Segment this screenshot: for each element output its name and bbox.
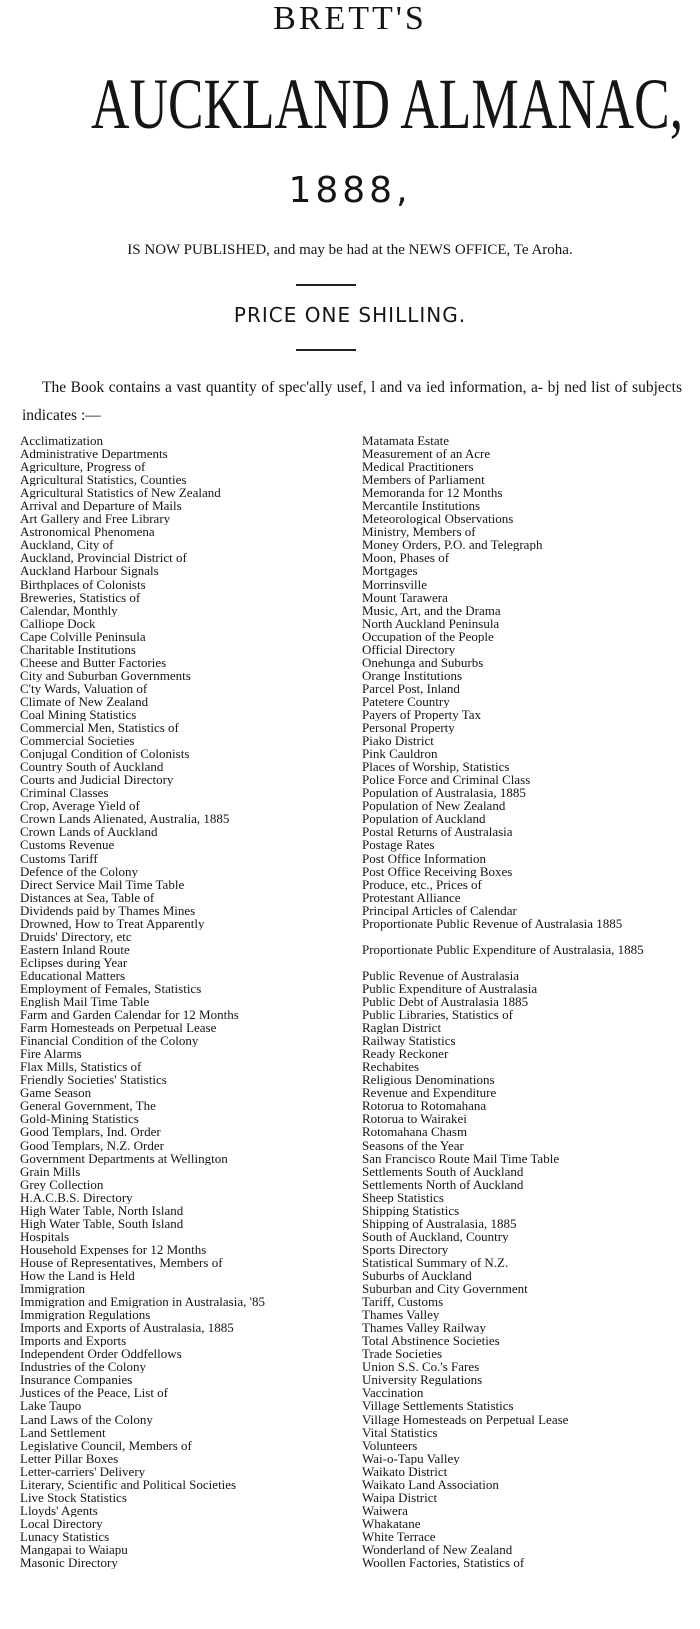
subject-item: Rechabites	[362, 1060, 420, 1074]
subject-item: Occupation of the People	[362, 629, 494, 643]
almanac-year: 1888,	[288, 170, 412, 211]
subject-item: Places of Worship, Statistics	[362, 760, 510, 774]
subject-item: Music, Art, and the Drama	[362, 603, 501, 617]
subject-item: Sports Directory	[362, 1242, 449, 1256]
subject-item: Grey Collection	[20, 1177, 104, 1191]
subject-item: Vital Statistics	[362, 1425, 438, 1439]
subject-item: Population of Australasia, 1885	[362, 786, 526, 800]
subject-item: City and Suburban Governments	[20, 668, 191, 682]
subject-item: Cape Colville Peninsula	[20, 629, 146, 643]
subject-item: Courts and Judicial Directory	[20, 773, 174, 787]
subject-item: Drowned, How to Treat Apparently	[20, 916, 205, 930]
subject-item: Dividends paid by Thames Mines	[20, 903, 196, 917]
subject-item: Art Gallery and Free Library	[20, 512, 171, 526]
subject-item: Country South of Auckland	[20, 760, 164, 774]
subject-item: Agricultural Statistics of New Zealand	[20, 486, 221, 500]
subject-item: Suburbs of Auckland	[362, 1269, 472, 1283]
subject-item: Eclipses during Year	[20, 955, 128, 969]
subject-item: Distances at Sea, Table of	[20, 890, 155, 904]
subject-item: Statistical Summary of N.Z.	[362, 1255, 509, 1269]
subject-item: Farm Homesteads on Perpetual Lease	[20, 1021, 217, 1035]
subject-item: Administrative Departments	[20, 447, 168, 461]
subject-item: High Water Table, North Island	[20, 1203, 184, 1217]
subject-item: Woollen Factories, Statistics of	[362, 1556, 525, 1570]
subject-item: Ministry, Members of	[362, 525, 476, 539]
subject-item: Arrival and Departure of Mails	[20, 499, 182, 513]
subject-item: Parcel Post, Inland	[362, 681, 460, 695]
subject-item: Mortgages	[362, 564, 418, 578]
subject-item: Letter Pillar Boxes	[20, 1451, 119, 1465]
subject-item: House of Representatives, Members of	[20, 1255, 223, 1269]
subject-item: Piako District	[362, 734, 434, 748]
subject-item: Conjugal Condition of Colonists	[20, 747, 190, 761]
subject-item: General Government, The	[20, 1099, 156, 1113]
subject-item: Imports and Exports of Australasia, 1885	[20, 1321, 234, 1335]
subject-item: Criminal Classes	[20, 786, 109, 800]
subject-item: Educational Matters	[20, 968, 126, 982]
subject-item: Volunteers	[362, 1438, 418, 1452]
subject-item: Breweries, Statistics of	[20, 590, 141, 604]
subject-item: Postal Returns of Australasia	[362, 825, 513, 839]
subject-item: Wai-o-Tapu Valley	[362, 1451, 460, 1465]
subject-item: Grain Mills	[20, 1164, 81, 1178]
subject-item: Vaccination	[362, 1386, 424, 1400]
subject-item: Calendar, Monthly	[20, 603, 118, 617]
subject-item: Meteorological Observations	[362, 512, 514, 526]
subject-item: Post Office Receiving Boxes	[362, 864, 513, 878]
subject-item: Auckland Harbour Signals	[20, 564, 159, 578]
subject-item: Public Libraries, Statistics of	[362, 1008, 513, 1022]
subject-item: Lloyds' Agents	[20, 1503, 98, 1517]
subject-item: South of Auckland, Country	[362, 1229, 509, 1243]
subject-item: Customs Revenue	[20, 838, 115, 852]
subject-item: Fire Alarms	[20, 1047, 82, 1061]
subject-item: Industries of the Colony	[20, 1360, 147, 1374]
subject-item: English Mail Time Table	[20, 995, 150, 1009]
subject-item: Independent Order Oddfellows	[20, 1347, 182, 1361]
subject-item: Agriculture, Progress of	[20, 460, 146, 474]
subject-item: Tariff, Customs	[362, 1295, 444, 1309]
subject-item: Good Templars, N.Z. Order	[20, 1138, 164, 1152]
subject-item: Moon, Phases of	[362, 551, 450, 565]
subject-item: Public Debt of Australasia 1885	[362, 995, 529, 1009]
subject-item: Money Orders, P.O. and Telegraph	[362, 538, 543, 552]
subject-item: Raglan District	[362, 1021, 442, 1035]
subject-item: Land Laws of the Colony	[20, 1412, 153, 1426]
subject-item: Friendly Societies' Statistics	[20, 1073, 167, 1087]
subject-item: Game Season	[20, 1086, 92, 1100]
subject-item: Immigration and Emigration in Australasia, '85	[20, 1295, 265, 1309]
subject-item: Justices of the Peace, List of	[20, 1386, 169, 1400]
subject-item: Police Force and Criminal Class	[362, 773, 531, 787]
subject-item: Household Expenses for 12 Months	[20, 1242, 207, 1256]
price-line: PRICE ONE SHILLING.	[233, 303, 467, 327]
subject-item: Government Departments at Wellington	[20, 1151, 228, 1165]
subject-item: Mount Tarawera	[362, 590, 448, 604]
intro-paragraph: The Book contains a vast quantity of spec'ally usef, l and va ied information, a- bj ned list of subjects indicates :—	[22, 379, 682, 424]
subject-item: Commercial Societies	[20, 734, 135, 748]
subject-item: Climate of New Zealand	[20, 694, 149, 708]
subject-item: Thames Valley Railway	[362, 1321, 486, 1335]
subject-item: Acclimatization	[20, 434, 104, 448]
subject-item: Direct Service Mail Time Table	[20, 877, 185, 891]
divider-rule	[296, 349, 356, 351]
subject-item: Agricultural Statistics, Counties	[20, 473, 187, 487]
subject-item: Village Homesteads on Perpetual Lease	[362, 1412, 569, 1426]
subject-item: North Auckland Peninsula	[362, 616, 500, 630]
subject-item: Crown Lands of Auckland	[20, 825, 158, 839]
subject-item: Defence of the Colony	[20, 864, 139, 878]
subject-item: Onehunga and Suburbs	[362, 655, 484, 669]
subject-item: Seasons of the Year	[362, 1138, 464, 1152]
subject-item: Commercial Men, Statistics of	[20, 721, 179, 735]
subject-item: Members of Parliament	[362, 473, 485, 487]
subject-item: Village Settlements Statistics	[362, 1399, 514, 1413]
subject-item: Settlements South of Auckland	[362, 1164, 524, 1178]
subject-item: Produce, etc., Prices of	[362, 877, 482, 891]
subject-item: Payers of Property Tax	[362, 707, 482, 722]
subject-item: Official Directory	[362, 642, 456, 656]
subject-item: Druids' Directory, etc	[20, 929, 132, 943]
subject-item: Hospitals	[20, 1229, 70, 1243]
subject-item: Union S.S. Co.'s Fares	[362, 1360, 480, 1374]
subject-item: Measurement of an Acre	[362, 447, 491, 461]
subject-item: Rotomahana Chasm	[362, 1125, 468, 1139]
subject-item: Birthplaces of Colonists	[20, 577, 146, 591]
subject-list-left	[20, 434, 350, 1569]
subject-item: Morrinsville	[362, 577, 427, 591]
publisher-name: BRETT'S	[273, 0, 427, 37]
divider-rule	[296, 284, 356, 286]
almanac-title: AUCKLAND ALMANAC,	[91, 64, 684, 144]
subject-item: Lunacy Statistics	[20, 1529, 110, 1543]
subject-item: Immigration	[20, 1282, 85, 1296]
subject-item: Pink Cauldron	[362, 747, 438, 761]
subject-item: Good Templars, Ind. Order	[20, 1125, 161, 1139]
subject-item: Patetere Country	[362, 694, 450, 708]
subject-item: Sheep Statistics	[362, 1190, 444, 1204]
subject-item: Lake Taupo	[20, 1399, 82, 1413]
subject-item: Eastern Inland Route	[20, 942, 130, 956]
subject-item: Matamata Estate	[362, 434, 449, 448]
subject-item: H.A.C.B.S. Directory	[20, 1190, 133, 1204]
subject-item: Thames Valley	[362, 1308, 440, 1322]
subject-item: Immigration Regulations	[20, 1308, 151, 1322]
subject-item: Religious Denominations	[362, 1073, 495, 1087]
subject-item: Letter-carriers' Delivery	[20, 1464, 146, 1478]
subject-item: Population of New Zealand	[362, 799, 506, 813]
subject-item: Crown Lands Alienated, Australia, 1885	[20, 812, 230, 826]
subject-item: How the Land is Held	[20, 1269, 135, 1283]
subject-item: Masonic Directory	[20, 1556, 118, 1570]
subject-item: Insurance Companies	[20, 1373, 133, 1387]
subject-item: Total Abstinence Societies	[362, 1334, 500, 1348]
subject-item: Whakatane	[362, 1516, 421, 1530]
subject-item: Waipa District	[362, 1490, 438, 1504]
subject-item: Shipping Statistics	[362, 1203, 460, 1217]
subject-item: Rotorua to Rotomahana	[362, 1099, 487, 1113]
subject-item: Auckland, City of	[20, 538, 114, 552]
subject-item: Trade Societies	[362, 1347, 443, 1361]
subject-item: Flax Mills, Statistics of	[20, 1060, 142, 1074]
subject-item: Public Expenditure of Australasia	[362, 981, 538, 996]
subject-item: Literary, Scientific and Political Societies	[20, 1477, 237, 1491]
subject-item: Wonderland of New Zealand	[362, 1542, 513, 1557]
subject-item: Farm and Garden Calendar for 12 Months	[20, 1008, 239, 1022]
subject-item: San Francisco Route Mail Time Table	[362, 1151, 560, 1165]
subject-item: Post Office Information	[362, 851, 486, 865]
subject-item: Mangapai to Waiapu	[20, 1542, 128, 1557]
subject-item: Employment of Females, Statistics	[20, 981, 202, 996]
subject-item: Public Revenue of Australasia	[362, 968, 520, 982]
subject-item: Local Directory	[20, 1516, 103, 1530]
subject-item: White Terrace	[362, 1529, 436, 1543]
subject-item: Principal Articles of Calendar	[362, 903, 517, 917]
subject-item: Population of Auckland	[362, 812, 486, 826]
subject-item: Rotorua to Wairakei	[362, 1112, 467, 1126]
subject-item: University Regulations	[362, 1373, 483, 1387]
subject-item: Postage Rates	[362, 838, 435, 852]
subject-item: Live Stock Statistics	[20, 1490, 127, 1504]
subject-item: Waikato District	[362, 1464, 448, 1478]
subject-item: Medical Practitioners	[362, 460, 474, 474]
subject-item: Waikato Land Association	[362, 1477, 499, 1491]
subject-item: Protestant Alliance	[362, 890, 461, 904]
subject-item: Coal Mining Statistics	[20, 707, 137, 722]
subject-item: Crop, Average Yield of	[20, 799, 140, 813]
subject-item: Imports and Exports	[20, 1334, 127, 1348]
subject-item: Personal Property	[362, 721, 455, 735]
subject-item: Astronomical Phenomena	[20, 525, 155, 539]
subject-item: Land Settlement	[20, 1425, 106, 1439]
subject-item: Proportionate Public Revenue of Australasia 1885	[362, 915, 623, 931]
subject-item: Memoranda for 12 Months	[362, 486, 503, 500]
subject-item: Mercantile Institutions	[362, 499, 481, 513]
subject-item: Settlements North of Auckland	[362, 1177, 524, 1191]
subject-item: Financial Condition of the Colony	[20, 1034, 199, 1048]
subject-item: Revenue and Expenditure	[362, 1086, 497, 1100]
subject-item: Ready Reckoner	[362, 1047, 449, 1061]
subject-item: C'ty Wards, Valuation of	[20, 681, 148, 695]
subject-list-right	[362, 434, 692, 1569]
subject-item: Orange Institutions	[362, 668, 463, 682]
subject-item: High Water Table, South Island	[20, 1216, 184, 1230]
subject-item: Suburban and City Government	[362, 1282, 528, 1296]
subject-item: Shipping of Australasia, 1885	[362, 1216, 517, 1230]
subject-item: Calliope Dock	[20, 616, 96, 630]
subject-item: Waiwera	[362, 1503, 408, 1517]
subject-item: Proportionate Public Expenditure of Australasia, 1885	[362, 941, 644, 957]
subject-item: Railway Statistics	[362, 1034, 456, 1048]
publication-notice: IS NOW PUBLISHED, and may be had at the NEWS OFFICE, Te Aroha.	[127, 242, 573, 258]
subject-item: Customs Tariff	[20, 851, 98, 865]
subject-item: Charitable Institutions	[20, 642, 136, 656]
subject-item: Legislative Council, Members of	[20, 1438, 192, 1452]
subject-item: Auckland, Provincial District of	[20, 551, 187, 565]
subject-item: Gold-Mining Statistics	[20, 1112, 139, 1126]
subject-item: Cheese and Butter Factories	[20, 655, 167, 669]
